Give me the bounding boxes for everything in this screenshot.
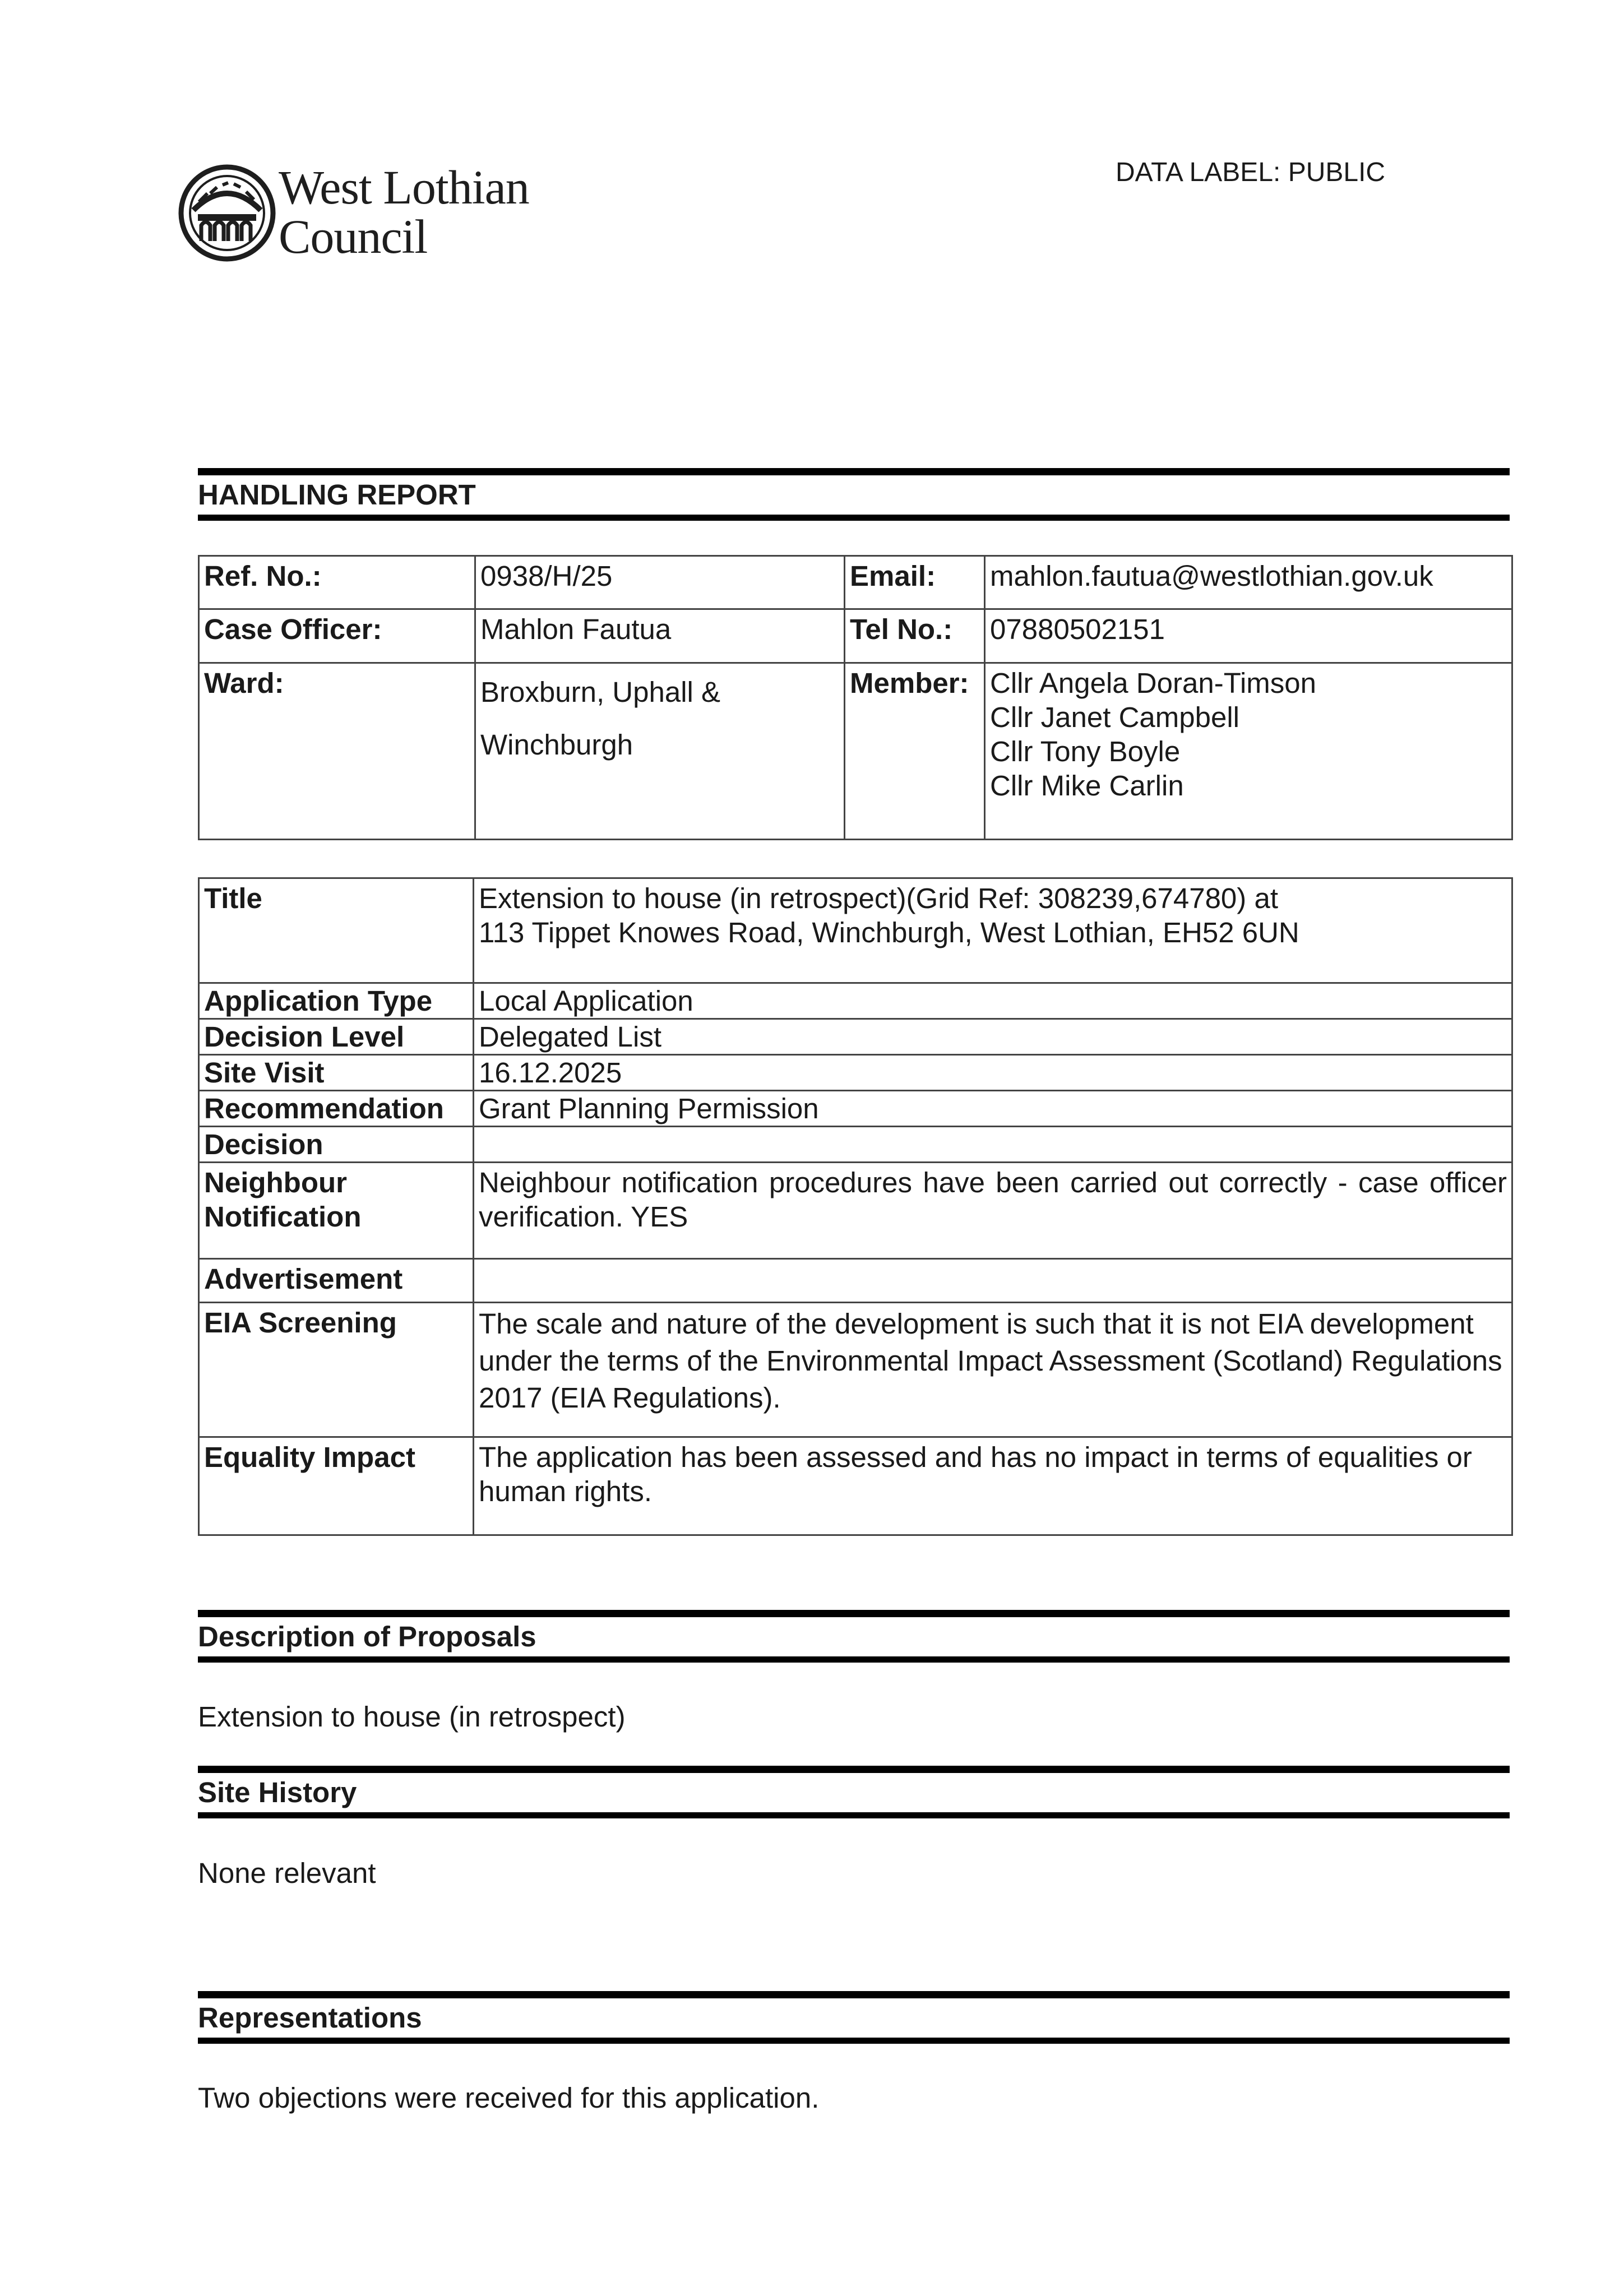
contact-table — [198, 555, 1513, 840]
table-row — [199, 663, 1512, 840]
table-row — [199, 1259, 1512, 1303]
row-value — [474, 1127, 1512, 1163]
table-row — [199, 1163, 1512, 1259]
representations-text: Two objections were received for this application. — [198, 2082, 820, 2114]
ward-label: Ward: — [199, 663, 475, 840]
row-label: Decision — [199, 1127, 474, 1163]
officer-label: Case Officer: — [199, 609, 475, 663]
row-label: Decision Level — [199, 1019, 474, 1055]
row-label: Recommendation — [199, 1091, 474, 1127]
table-row — [199, 1055, 1512, 1091]
divider — [198, 1991, 1510, 1998]
row-value: The application has been assessed and has no impact in terms of equalities or human rights. — [474, 1437, 1512, 1535]
divider — [198, 1656, 1510, 1663]
row-value: 16.12.2025 — [474, 1055, 1512, 1091]
member-name: Cllr Janet Campbell — [990, 701, 1240, 733]
ref-value: 0938/H/25 — [475, 556, 845, 609]
row-label: Advertisement — [199, 1259, 474, 1303]
table-row — [199, 878, 1512, 983]
details-table — [198, 877, 1513, 1536]
row-label: Site Visit — [199, 1055, 474, 1091]
logo-wordmark: West Lothian Council — [279, 160, 529, 263]
site-history-text: None relevant — [198, 1857, 376, 1889]
row-value: Delegated List — [474, 1019, 1512, 1055]
table-row — [199, 1127, 1512, 1163]
row-value: Local Application — [474, 983, 1512, 1019]
ref-label: Ref. No.: — [199, 556, 475, 609]
row-value: Grant Planning Permission — [474, 1091, 1512, 1127]
row-value: Neighbour notification procedures have been carried out correctly - case officer verification. YES — [474, 1163, 1512, 1259]
row-label: Neighbour Notification — [199, 1163, 474, 1259]
member-name: Cllr Tony Boyle — [990, 735, 1181, 767]
row-label: Equality Impact — [199, 1437, 474, 1535]
section-heading: Description of Proposals — [198, 1621, 536, 1652]
section-heading: Site History — [198, 1776, 357, 1808]
email-label: Email: — [845, 556, 985, 609]
row-value: Extension to house (in retrospect)(Grid Ref: 308239,674780) at 113 Tippet Knowes Road, Winchburgh, West Lothian, EH52 6UN — [474, 878, 1512, 983]
report-title: HANDLING REPORT — [198, 479, 476, 511]
table-row — [199, 1437, 1512, 1535]
data-label: DATA LABEL: PUBLIC — [1116, 158, 1386, 187]
member-name: Cllr Angela Doran-Timson — [990, 667, 1316, 699]
tel-value: 07880502151 — [985, 609, 1512, 663]
row-value — [474, 1259, 1512, 1303]
officer-value: Mahlon Fautua — [475, 609, 845, 663]
row-label: EIA Screening — [199, 1303, 474, 1437]
table-row — [199, 1019, 1512, 1055]
email-value: mahlon.fautua@westlothian.gov.uk — [985, 556, 1512, 609]
divider — [198, 1812, 1510, 1818]
row-value: The scale and nature of the development is such that it is not EIA development under the terms of the Environmental Impact Assessment (Scotland) Regulations 2017 (EIA Regulations). — [474, 1303, 1512, 1437]
divider — [198, 1766, 1510, 1773]
divider — [198, 468, 1510, 475]
row-label: Title — [199, 878, 474, 983]
table-row — [199, 609, 1512, 663]
section-heading: Representations — [198, 2002, 422, 2034]
handling-report-header — [198, 468, 1510, 521]
description-section — [198, 1610, 1510, 1663]
representations-section — [198, 1991, 1510, 2044]
council-crest-icon — [177, 163, 277, 263]
member-label: Member: — [845, 663, 985, 840]
table-row — [199, 1303, 1512, 1437]
divider — [198, 1610, 1510, 1617]
table-row — [199, 556, 1512, 609]
divider — [198, 2038, 1510, 2044]
member-name: Cllr Mike Carlin — [990, 770, 1184, 802]
description-text: Extension to house (in retrospect) — [198, 1701, 626, 1733]
member-list — [985, 663, 1512, 840]
row-label: Application Type — [199, 983, 474, 1019]
tel-label: Tel No.: — [845, 609, 985, 663]
council-logo — [177, 160, 558, 269]
ward-value: Broxburn, Uphall & Winchburgh — [475, 663, 845, 840]
table-row — [199, 983, 1512, 1019]
table-row — [199, 1091, 1512, 1127]
divider — [198, 515, 1510, 521]
site-history-section — [198, 1766, 1510, 1818]
